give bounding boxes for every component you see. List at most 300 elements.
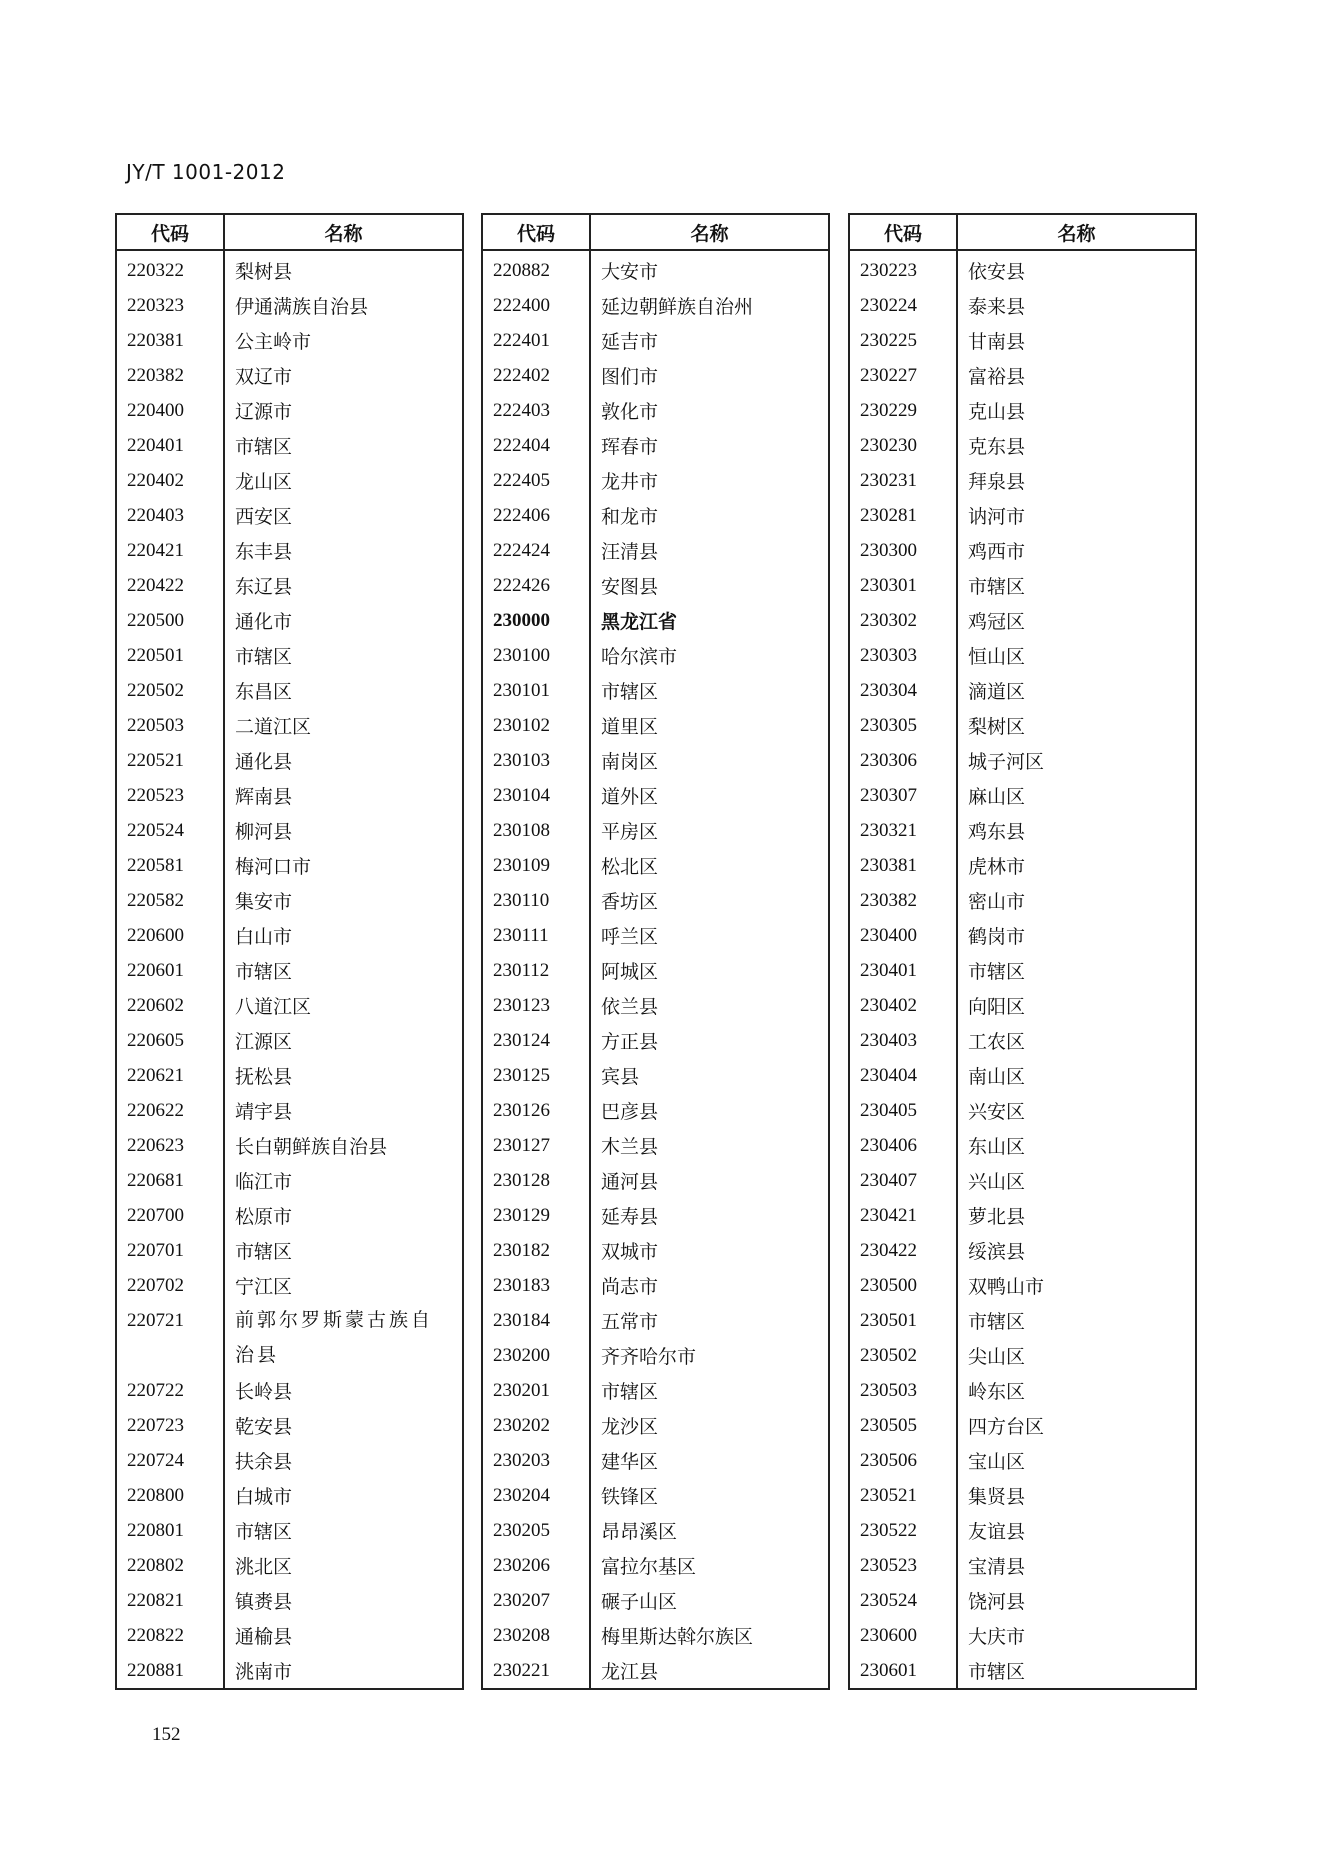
table-row: [116, 743, 463, 778]
region-code-cell: 222401: [482, 323, 590, 358]
region-code-cell: 220322: [116, 250, 224, 288]
region-name-cell: 工农区: [957, 1023, 1196, 1058]
table-row: [482, 1583, 829, 1618]
region-code-cell: 230127: [482, 1128, 590, 1163]
table-row: [482, 918, 829, 953]
region-code-cell: 230382: [849, 883, 957, 918]
region-name-cell: 临江市: [224, 1163, 463, 1198]
region-code-cell: 220724: [116, 1443, 224, 1478]
region-name-cell: 克山县: [957, 393, 1196, 428]
table-row: [116, 1513, 463, 1548]
region-name-cell: 市辖区: [224, 428, 463, 463]
region-code-cell: 220382: [116, 358, 224, 393]
region-name-cell: 前郭尔罗斯蒙古族自治县: [224, 1303, 463, 1373]
region-name-cell: 抚松县: [224, 1058, 463, 1093]
table-row: [849, 1653, 1196, 1689]
region-code-cell: 222426: [482, 568, 590, 603]
region-name-cell: 克东县: [957, 428, 1196, 463]
region-name-cell: 市辖区: [590, 1373, 829, 1408]
table-row: [849, 1058, 1196, 1093]
region-name-cell: 扶余县: [224, 1443, 463, 1478]
region-name-cell: 靖宇县: [224, 1093, 463, 1128]
region-name-cell: 敦化市: [590, 393, 829, 428]
table-row: [116, 1233, 463, 1268]
region-name-cell: 饶河县: [957, 1583, 1196, 1618]
region-name-cell: 长白朝鲜族自治县: [224, 1128, 463, 1163]
table-row: [116, 1198, 463, 1233]
code-column-header: 代码: [482, 214, 590, 250]
region-code-cell: 230523: [849, 1548, 957, 1583]
region-code-cell: 230101: [482, 673, 590, 708]
region-code-cell: 220600: [116, 918, 224, 953]
region-code-cell: 230229: [849, 393, 957, 428]
region-code-cell: 230124: [482, 1023, 590, 1058]
table-row: [116, 1163, 463, 1198]
table-row: [849, 1513, 1196, 1548]
region-name-cell: 滴道区: [957, 673, 1196, 708]
table-row: [849, 1198, 1196, 1233]
region-code-cell: 222402: [482, 358, 590, 393]
region-name-cell: 麻山区: [957, 778, 1196, 813]
region-code-cell: 230227: [849, 358, 957, 393]
region-code-cell: 230202: [482, 1408, 590, 1443]
region-name-cell: 汪清县: [590, 533, 829, 568]
region-name-cell: 宝清县: [957, 1548, 1196, 1583]
region-code-cell: 230108: [482, 813, 590, 848]
table-row: [116, 428, 463, 463]
region-name-cell: 宁江区: [224, 1268, 463, 1303]
table-row: [482, 1653, 829, 1689]
table-row: [482, 1128, 829, 1163]
region-code-cell: 230405: [849, 1093, 957, 1128]
table-row: [116, 708, 463, 743]
table-row: [849, 988, 1196, 1023]
region-code-cell: 230104: [482, 778, 590, 813]
table-row: [849, 1583, 1196, 1618]
region-name-cell: 市辖区: [957, 953, 1196, 988]
region-code-cell: 230183: [482, 1268, 590, 1303]
region-name-cell: 市辖区: [224, 638, 463, 673]
region-name-cell: 通榆县: [224, 1618, 463, 1653]
region-code-cell: 230126: [482, 1093, 590, 1128]
region-name-cell: 市辖区: [224, 953, 463, 988]
region-code-cell: 230506: [849, 1443, 957, 1478]
table-row: [116, 918, 463, 953]
region-code-cell: 230524: [849, 1583, 957, 1618]
region-code-cell: 230521: [849, 1478, 957, 1513]
region-name-cell: 碾子山区: [590, 1583, 829, 1618]
region-name-cell: 梅河口市: [224, 848, 463, 883]
table-row: [482, 1408, 829, 1443]
region-code-cell: 230500: [849, 1268, 957, 1303]
region-code-cell: 220422: [116, 568, 224, 603]
region-code-cell: 230100: [482, 638, 590, 673]
table-row: [116, 813, 463, 848]
table-row: [482, 743, 829, 778]
table-row: [849, 463, 1196, 498]
region-code-cell: 220602: [116, 988, 224, 1023]
region-code-cell: 222403: [482, 393, 590, 428]
region-code-cell: 220881: [116, 1653, 224, 1689]
region-code-cell: 220501: [116, 638, 224, 673]
region-name-cell: 梨树区: [957, 708, 1196, 743]
table-row: [482, 813, 829, 848]
region-code-cell: 230421: [849, 1198, 957, 1233]
table-row: [849, 883, 1196, 918]
region-name-cell: 五常市: [590, 1303, 829, 1338]
region-name-cell: 依兰县: [590, 988, 829, 1023]
region-name-cell: 黑龙江省: [590, 603, 829, 638]
table-row: [482, 1618, 829, 1653]
region-name-cell: 南岗区: [590, 743, 829, 778]
name-column-header: 名称: [957, 214, 1196, 250]
region-name-cell: 呼兰区: [590, 918, 829, 953]
table-row: [482, 953, 829, 988]
region-code-cell: 220605: [116, 1023, 224, 1058]
region-name-cell: 八道江区: [224, 988, 463, 1023]
region-name-cell: 柳河县: [224, 813, 463, 848]
region-name-cell: 富拉尔基区: [590, 1548, 829, 1583]
region-name-cell: 图们市: [590, 358, 829, 393]
table-row: [482, 1373, 829, 1408]
region-name-cell: 市辖区: [224, 1233, 463, 1268]
region-code-cell: 230300: [849, 533, 957, 568]
table-row: [482, 323, 829, 358]
table-header-row: [116, 214, 463, 250]
region-name-cell: 南山区: [957, 1058, 1196, 1093]
region-code-cell: 230522: [849, 1513, 957, 1548]
region-name-cell: 东丰县: [224, 533, 463, 568]
region-code-cell: 230225: [849, 323, 957, 358]
region-name-cell: 木兰县: [590, 1128, 829, 1163]
table-row: [849, 1408, 1196, 1443]
table-row: [116, 1478, 463, 1513]
region-code-cell: 220581: [116, 848, 224, 883]
region-name-cell: 讷河市: [957, 498, 1196, 533]
region-name-cell: 双鸭山市: [957, 1268, 1196, 1303]
region-name-cell: 辽源市: [224, 393, 463, 428]
region-code-cell: 220701: [116, 1233, 224, 1268]
region-code-cell: 220882: [482, 250, 590, 288]
region-code-cell: 220521: [116, 743, 224, 778]
region-name-cell: 尚志市: [590, 1268, 829, 1303]
region-name-cell: 双辽市: [224, 358, 463, 393]
table-row: [482, 1058, 829, 1093]
table-row: [116, 498, 463, 533]
table-row: [116, 568, 463, 603]
table-row: [116, 1303, 463, 1373]
region-name-cell: 龙沙区: [590, 1408, 829, 1443]
table-row: [116, 1408, 463, 1443]
table-row: [482, 1338, 829, 1373]
table-row: [116, 1023, 463, 1058]
region-code-cell: 230203: [482, 1443, 590, 1478]
table-row: [849, 1618, 1196, 1653]
region-code-cell: 230407: [849, 1163, 957, 1198]
table-row: [482, 988, 829, 1023]
region-code-cell: 220721: [116, 1303, 224, 1373]
region-code-cell: 222406: [482, 498, 590, 533]
region-name-cell: 龙江县: [590, 1653, 829, 1689]
region-name-cell: 梨树县: [224, 250, 463, 288]
region-name-cell: 通河县: [590, 1163, 829, 1198]
region-code-cell: 230201: [482, 1373, 590, 1408]
region-name-cell: 市辖区: [957, 1303, 1196, 1338]
region-code-cell: 220400: [116, 393, 224, 428]
region-code-cell: 230321: [849, 813, 957, 848]
table-row: [116, 638, 463, 673]
region-code-cell: 230230: [849, 428, 957, 463]
table-row: [849, 1338, 1196, 1373]
region-code-cell: 220802: [116, 1548, 224, 1583]
table-row: [116, 1443, 463, 1478]
region-name-cell: 哈尔滨市: [590, 638, 829, 673]
region-name-cell: 密山市: [957, 883, 1196, 918]
table-row: [116, 883, 463, 918]
region-name-cell: 道外区: [590, 778, 829, 813]
region-name-cell: 萝北县: [957, 1198, 1196, 1233]
region-code-cell: 230182: [482, 1233, 590, 1268]
table-row: [849, 533, 1196, 568]
region-code-cell: 220502: [116, 673, 224, 708]
table-row: [482, 250, 829, 288]
region-name-cell: 巴彦县: [590, 1093, 829, 1128]
region-name-cell: 集安市: [224, 883, 463, 918]
region-code-cell: 220723: [116, 1408, 224, 1443]
region-code-cell: 230400: [849, 918, 957, 953]
table-row: [849, 288, 1196, 323]
region-code-cell: 222404: [482, 428, 590, 463]
table-row: [849, 603, 1196, 638]
region-code-cell: 230307: [849, 778, 957, 813]
table-row: [482, 673, 829, 708]
region-name-cell: 大庆市: [957, 1618, 1196, 1653]
region-name-cell: 宝山区: [957, 1443, 1196, 1478]
table-row: [849, 1093, 1196, 1128]
region-code-cell: 230110: [482, 883, 590, 918]
region-code-cell: 230123: [482, 988, 590, 1023]
region-name-cell: 泰来县: [957, 288, 1196, 323]
table-row: [116, 1548, 463, 1583]
table-row: [116, 323, 463, 358]
region-code-cell: 230306: [849, 743, 957, 778]
region-code-cell: 220323: [116, 288, 224, 323]
table-row: [849, 250, 1196, 288]
region-code-cell: 230503: [849, 1373, 957, 1408]
region-code-cell: 230505: [849, 1408, 957, 1443]
region-code-cell: 230502: [849, 1338, 957, 1373]
region-name-cell: 和龙市: [590, 498, 829, 533]
region-code-cell: 220822: [116, 1618, 224, 1653]
table-row: [482, 1513, 829, 1548]
table-row: [849, 428, 1196, 463]
region-code-cell: 230223: [849, 250, 957, 288]
table-row: [482, 1163, 829, 1198]
table-row: [849, 1303, 1196, 1338]
region-name-cell: 市辖区: [957, 568, 1196, 603]
table-row: [482, 568, 829, 603]
region-code-cell: 230206: [482, 1548, 590, 1583]
region-name-cell: 梅里斯达斡尔族区: [590, 1618, 829, 1653]
table-row: [849, 358, 1196, 393]
region-code-cell: 220702: [116, 1268, 224, 1303]
region-code-cell: 230381: [849, 848, 957, 883]
table-row: [482, 393, 829, 428]
region-code-cell: 220503: [116, 708, 224, 743]
table-row: [849, 1268, 1196, 1303]
region-name-cell: 伊通满族自治县: [224, 288, 463, 323]
table-row: [116, 603, 463, 638]
table-row: [116, 288, 463, 323]
region-name-cell: 香坊区: [590, 883, 829, 918]
table-row: [482, 638, 829, 673]
table-row: [482, 1233, 829, 1268]
region-name-cell: 乾安县: [224, 1408, 463, 1443]
region-code-cell: 230403: [849, 1023, 957, 1058]
code-column-header: 代码: [849, 214, 957, 250]
table-row: [116, 988, 463, 1023]
region-name-cell: 洮北区: [224, 1548, 463, 1583]
table-row: [116, 533, 463, 568]
region-code-cell: 230281: [849, 498, 957, 533]
region-name-cell: 延边朝鲜族自治州: [590, 288, 829, 323]
region-name-cell: 齐齐哈尔市: [590, 1338, 829, 1373]
region-code-cell: 222424: [482, 533, 590, 568]
table-row: [849, 953, 1196, 988]
region-name-cell: 安图县: [590, 568, 829, 603]
table-row: [482, 1198, 829, 1233]
table-row: [116, 1583, 463, 1618]
region-code-cell: 230205: [482, 1513, 590, 1548]
region-name-cell: 恒山区: [957, 638, 1196, 673]
region-code-cell: 230184: [482, 1303, 590, 1338]
region-code-cell: 220800: [116, 1478, 224, 1513]
table-row: [849, 743, 1196, 778]
table-row: [482, 1548, 829, 1583]
region-code-cell: 220523: [116, 778, 224, 813]
region-name-cell: 洮南市: [224, 1653, 463, 1689]
table-row: [482, 498, 829, 533]
table-row: [482, 533, 829, 568]
region-name-cell: 通化市: [224, 603, 463, 638]
region-code-cell: 220601: [116, 953, 224, 988]
region-code-cell: 230231: [849, 463, 957, 498]
region-name-cell: 市辖区: [957, 1653, 1196, 1689]
region-name-cell: 兴山区: [957, 1163, 1196, 1198]
region-name-cell: 珲春市: [590, 428, 829, 463]
table-row: [116, 1268, 463, 1303]
name-column-header: 名称: [590, 214, 829, 250]
region-name-cell: 平房区: [590, 813, 829, 848]
page-number: 152: [152, 1724, 181, 1745]
region-code-cell: 230102: [482, 708, 590, 743]
region-name-cell: 拜泉县: [957, 463, 1196, 498]
region-code-cell: 230200: [482, 1338, 590, 1373]
region-name-cell: 向阳区: [957, 988, 1196, 1023]
region-name-cell: 鸡西市: [957, 533, 1196, 568]
table-row: [116, 1058, 463, 1093]
region-name-cell: 城子河区: [957, 743, 1196, 778]
region-name-cell: 建华区: [590, 1443, 829, 1478]
region-code-cell: 230125: [482, 1058, 590, 1093]
region-code-cell: 230402: [849, 988, 957, 1023]
region-name-cell: 东山区: [957, 1128, 1196, 1163]
code-column-header: 代码: [116, 214, 224, 250]
region-code-cell: 220524: [116, 813, 224, 848]
table-row: [116, 1128, 463, 1163]
table-row: [116, 358, 463, 393]
region-code-cell: 222400: [482, 288, 590, 323]
region-code-cell: 230111: [482, 918, 590, 953]
table-row: [849, 848, 1196, 883]
region-name-cell: 尖山区: [957, 1338, 1196, 1373]
region-name-cell: 大安市: [590, 250, 829, 288]
region-name-cell: 阿城区: [590, 953, 829, 988]
region-code-cell: 220681: [116, 1163, 224, 1198]
table-row: [849, 1443, 1196, 1478]
region-code-cell: 230103: [482, 743, 590, 778]
table-row: [482, 428, 829, 463]
region-code-cell: 230600: [849, 1618, 957, 1653]
table-row: [849, 323, 1196, 358]
region-code-cell: 230112: [482, 953, 590, 988]
region-code-cell: 220821: [116, 1583, 224, 1618]
region-name-cell: 延寿县: [590, 1198, 829, 1233]
region-name-cell: 二道江区: [224, 708, 463, 743]
region-name-cell: 龙山区: [224, 463, 463, 498]
region-code-cell: 230301: [849, 568, 957, 603]
region-name-cell: 依安县: [957, 250, 1196, 288]
code-table-2: [481, 213, 830, 1690]
region-code-cell: 220722: [116, 1373, 224, 1408]
table-row: [482, 288, 829, 323]
region-name-cell: 方正县: [590, 1023, 829, 1058]
region-name-cell: 长岭县: [224, 1373, 463, 1408]
region-code-cell: 220623: [116, 1128, 224, 1163]
region-name-cell: 铁锋区: [590, 1478, 829, 1513]
table-row: [482, 1268, 829, 1303]
table-row: [116, 250, 463, 288]
region-name-cell: 白城市: [224, 1478, 463, 1513]
table-row: [116, 1653, 463, 1689]
region-name-cell: 鹤岗市: [957, 918, 1196, 953]
table-row: [849, 1233, 1196, 1268]
region-name-cell: 延吉市: [590, 323, 829, 358]
table-row: [849, 918, 1196, 953]
table-row: [482, 1023, 829, 1058]
table-row: [849, 778, 1196, 813]
table-row: [849, 708, 1196, 743]
region-code-cell: 230128: [482, 1163, 590, 1198]
table-header-row: [482, 214, 829, 250]
region-name-cell: 通化县: [224, 743, 463, 778]
table-row: [482, 603, 829, 638]
region-code-cell: 230224: [849, 288, 957, 323]
table-row: [849, 673, 1196, 708]
table-row: [116, 1373, 463, 1408]
region-name-cell: 镇赉县: [224, 1583, 463, 1618]
name-column-header: 名称: [224, 214, 463, 250]
region-name-cell: 集贤县: [957, 1478, 1196, 1513]
region-code-cell: 230303: [849, 638, 957, 673]
region-name-cell: 道里区: [590, 708, 829, 743]
table-row: [482, 1303, 829, 1338]
table-row: [849, 1548, 1196, 1583]
region-name-cell: 公主岭市: [224, 323, 463, 358]
region-code-cell: 220381: [116, 323, 224, 358]
table-row: [849, 638, 1196, 673]
table-row: [849, 1023, 1196, 1058]
